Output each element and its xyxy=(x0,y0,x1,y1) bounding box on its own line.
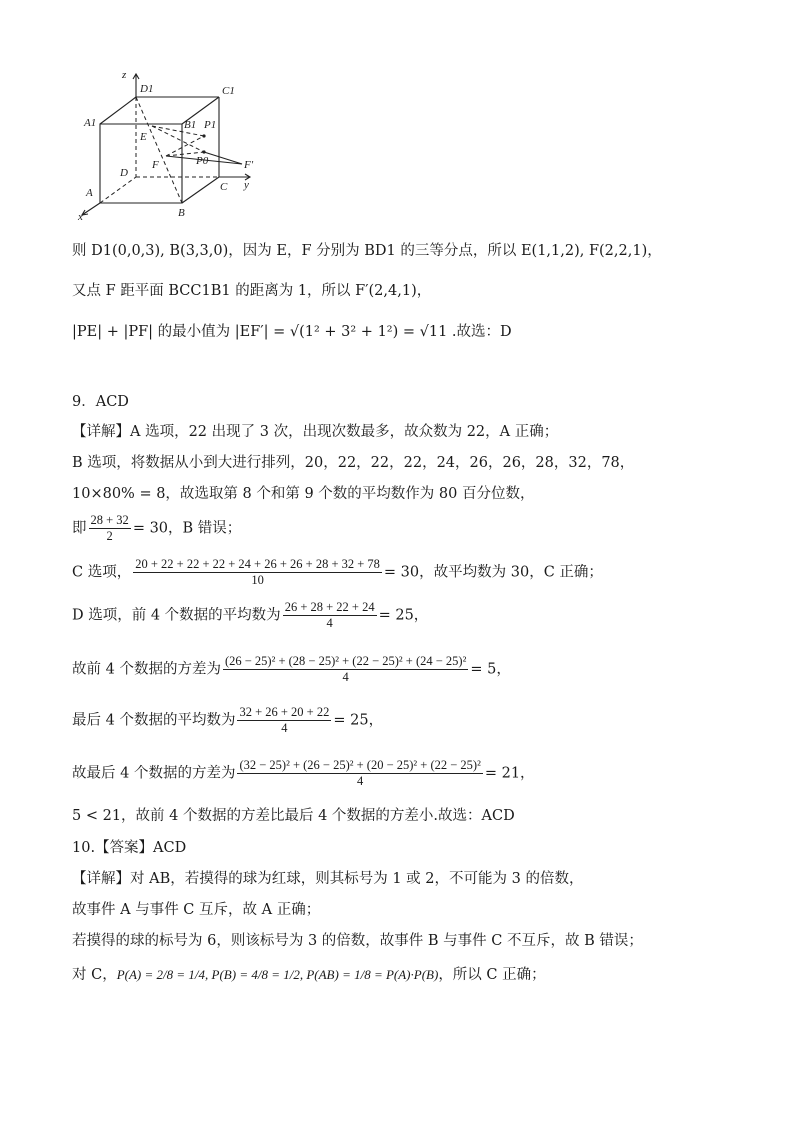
q10-line-4-pre: 对 C， xyxy=(72,967,117,983)
fraction-numerator: (26 − 25)² + (28 − 25)² + (22 − 25)² + (24 − 25)² xyxy=(224,654,467,668)
q9-line-9-pre: 故最后 4 个数据的方差为 xyxy=(72,765,236,782)
q9-line-7-pre: 故前 4 个数据的方差为 xyxy=(72,661,221,678)
label-d1: D1 xyxy=(140,83,154,95)
q8-line-1: 则 D1(0,0,3), B(3,3,0)，因为 E，F 分别为 BD1 的三等分点，所以 E(1,1,2), F(2,2,1)， xyxy=(72,243,662,259)
q9-line-8-pre: 最后 4 个数据的平均数为 xyxy=(72,712,236,729)
label-f: F xyxy=(152,159,159,171)
fraction-denominator: 2 xyxy=(106,529,113,543)
label-d: D xyxy=(120,167,128,179)
fraction-numerator: 20 + 22 + 22 + 22 + 24 + 26 + 26 + 28 + 32 + 78 xyxy=(135,557,380,571)
q9-line-5-fraction xyxy=(133,557,382,588)
q9-line-6-post: = 25， xyxy=(378,607,429,624)
q9-line-8 xyxy=(72,705,383,736)
q9-line-4-fraction xyxy=(89,513,131,544)
q10-line-2: 故事件 A 与事件 C 互斥，故 A 正确； xyxy=(72,902,321,918)
q9-title: 9．ACD xyxy=(72,394,129,410)
q10-line-1: 【详解】对 AB，若摸得的球为红球，则其标号为 1 或 2，不可能为 3 的倍数， xyxy=(72,871,584,887)
label-c: C xyxy=(220,181,228,193)
q9-line-9-post: = 21， xyxy=(484,765,535,782)
label-a: A xyxy=(86,187,93,199)
fraction-denominator: 4 xyxy=(281,721,288,735)
q9-line-3: 10×80% = 8，故选取第 8 个和第 9 个数的平均数作为 80 百分位数， xyxy=(72,486,535,502)
q9-line-9-fraction xyxy=(237,758,482,789)
fraction-numerator: 28 + 32 xyxy=(90,513,129,527)
label-fprime: F′ xyxy=(244,159,254,171)
q9-line-5-pre: C 选项， xyxy=(72,564,132,581)
label-p0: P0 xyxy=(196,155,209,167)
q9-line-6-pre: D 选项，前 4 个数据的平均数为 xyxy=(72,607,281,624)
label-a1: A1 xyxy=(84,117,97,129)
label-c1: C1 xyxy=(222,85,235,97)
label-x: x xyxy=(78,211,83,222)
q8-line-3: |PE| + |PF| 的最小值为 |EF′| = √(1² + 3² + 1²) = √11 .故选：D xyxy=(72,324,512,340)
q9-line-8-post: = 25， xyxy=(333,712,384,729)
q9-line-6 xyxy=(72,600,428,631)
label-z: z xyxy=(122,69,127,81)
q9-line-2: B 选项，将数据从小到大进行排列，20，22，22，22，24，26，26，28，32，78， xyxy=(72,455,635,471)
fraction-numerator: 26 + 28 + 22 + 24 xyxy=(284,600,375,614)
q9-line-7-post: = 5， xyxy=(470,661,511,678)
fraction-denominator: 4 xyxy=(357,774,364,788)
fraction-denominator: 4 xyxy=(342,670,349,684)
q9-line-5-post: = 30，故平均数为 30，C 正确； xyxy=(383,564,603,581)
q10-line-3: 若摸得的球的标号为 6，则该标号为 3 的倍数，故事件 B 与事件 C 不互斥，故 B 错误； xyxy=(72,933,643,949)
fraction-denominator: 4 xyxy=(326,616,333,630)
q9-line-4 xyxy=(72,513,241,544)
cube-figure xyxy=(74,66,264,222)
q10-line-4-post: ，所以 C 正确； xyxy=(438,967,546,983)
fraction-numerator: 32 + 26 + 20 + 22 xyxy=(239,705,330,719)
q10-title: 10.【答案】ACD xyxy=(72,840,187,856)
q8-line-2: 又点 F 距平面 BCC1B1 的距离为 1，所以 F′(2,4,1)， xyxy=(72,283,432,299)
fraction-numerator: (32 − 25)² + (26 − 25)² + (20 − 25)² + (22 − 25)² xyxy=(239,758,481,772)
label-y: y xyxy=(244,179,249,191)
q9-line-4-post: = 30，B 错误； xyxy=(132,520,242,537)
q9-line-4-pre: 即 xyxy=(72,520,87,537)
q9-line-9 xyxy=(72,758,535,789)
label-b1: B1 xyxy=(184,119,197,131)
fraction-denominator: 10 xyxy=(251,573,264,587)
q9-line-7-fraction xyxy=(223,654,468,685)
point-p1 xyxy=(202,134,205,137)
q9-line-7 xyxy=(72,654,511,685)
q10-line-4 xyxy=(72,965,546,985)
q9-line-5 xyxy=(72,557,603,588)
point-p0 xyxy=(202,150,205,153)
q9-line-1: 【详解】A 选项，22 出现了 3 次，出现次数最多，故众数为 22，A 正确； xyxy=(72,424,559,440)
q9-line-6-fraction xyxy=(283,600,377,631)
q9-line-10: 5 < 21，故前 4 个数据的方差比最后 4 个数据的方差小.故选：ACD xyxy=(72,808,515,824)
q10-probability-formula: P(A) = 2/8 = 1/4, P(B) = 4/8 = 1/2, P(AB) = 1/8 = P(A)·P(B) xyxy=(116,967,439,982)
label-b: B xyxy=(178,207,185,219)
q9-line-8-fraction xyxy=(237,705,331,736)
label-p1: P1 xyxy=(204,119,217,131)
label-e: E xyxy=(140,131,147,143)
